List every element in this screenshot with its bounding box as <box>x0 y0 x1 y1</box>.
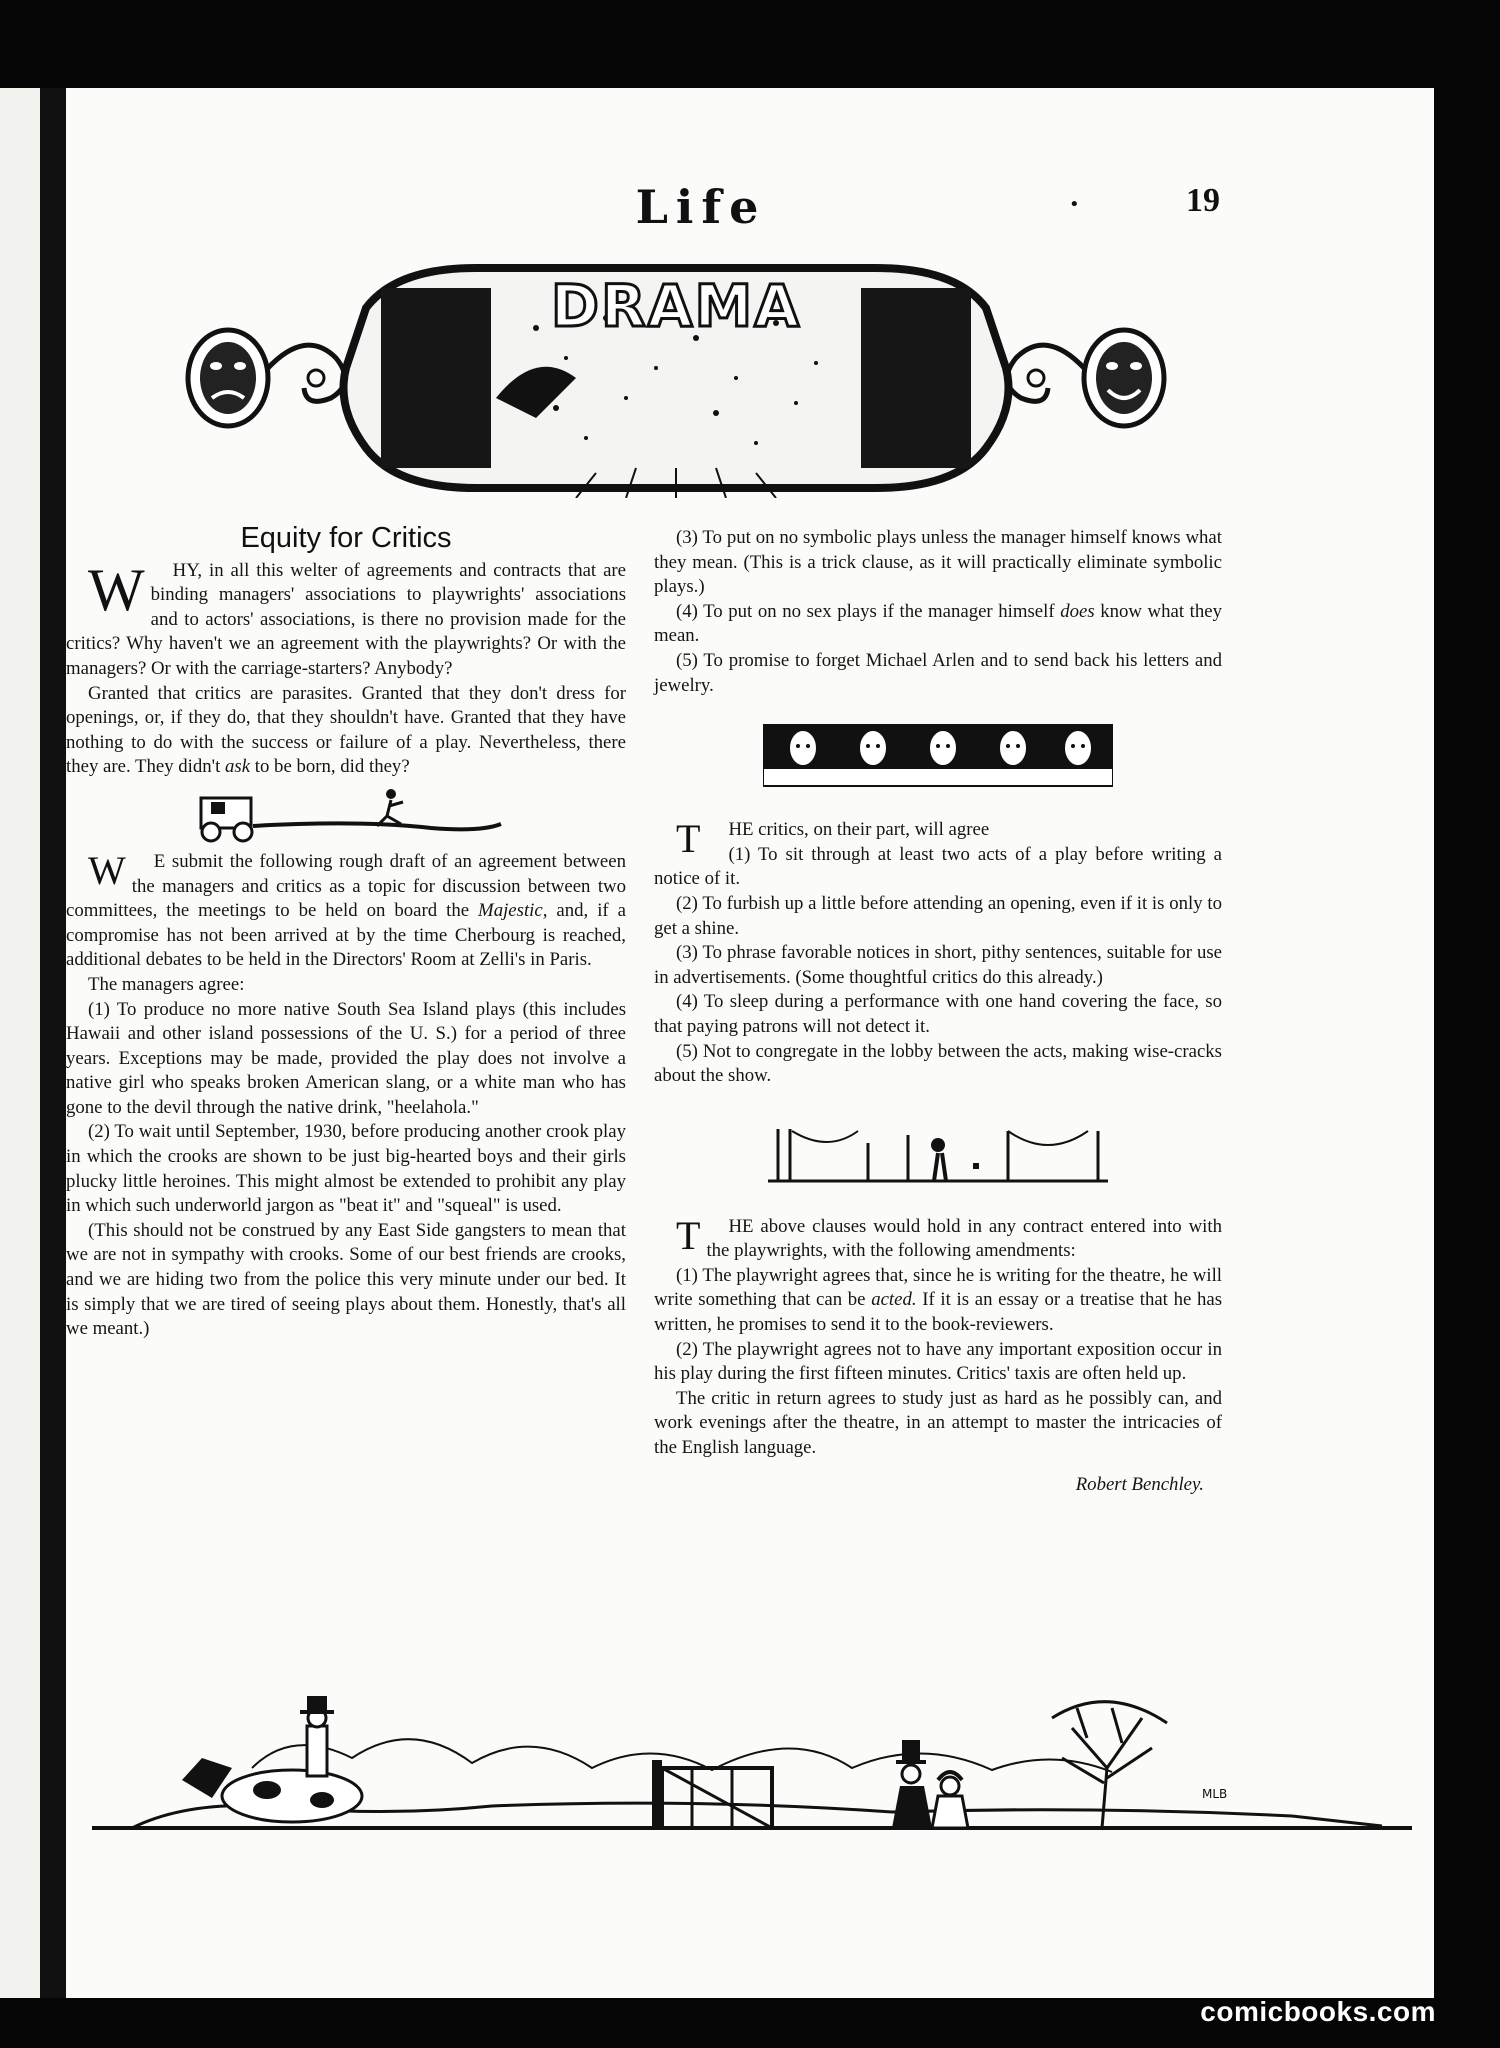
managers-clause-2: (2) To wait until September, 1930, before producing another crook play in which the crooks are shown to be just big-hearted boys and their girls plucky little heroines. This might almost be extended to prohibit any play in which such underworld jargon as "beat it" and "squeal" is used. <box>66 1121 626 1217</box>
article-title: Equity for Critics <box>240 522 452 554</box>
car-and-pedestrian-illustration <box>181 780 511 850</box>
paragraph-text: HY, in all this welter of agreements and contracts that are binding managers' associations to playwrights' associations and to actors' associations, is there no provision made for the critics? Why haven't we an agreement with the playwrights? Or with the managers? Or with the carriage-starters? Anybody? <box>66 559 626 679</box>
paragraph-text: (1) The playwright agrees that, since he is writing for the theatre, he will write something that can be <box>654 1264 1222 1311</box>
emphasis-text: Majestic, <box>478 900 548 922</box>
paragraph-text: to be born, did they? <box>254 756 410 778</box>
closing-paragraph: The critic in return agrees to study just as hard as he possibly can, and work evenings after the theatre, in an attempt to master the intricacies of the English language. <box>654 1387 1222 1459</box>
paragraph-text: know what they mean. <box>654 600 1222 647</box>
paragraph-text: E submit the following rough draft of an agreement between the managers and critics as a topic for discussion between two committees, the meetings to be held on board the <box>66 850 626 922</box>
article-column-left <box>66 522 626 1342</box>
emphasis-text: does <box>1060 600 1095 622</box>
previous-page-edge <box>0 88 40 1998</box>
clauses-paragraph <box>654 1212 1222 1264</box>
stage-scene-illustration <box>768 1123 1108 1185</box>
paragraph-text: HE above clauses would hold in any contract entered into with the playwrights, with the following amendments: <box>706 1215 1222 1262</box>
drop-cap: W <box>88 556 145 623</box>
critics-intro <box>654 816 1222 862</box>
horse-and-rider-icon <box>182 1696 362 1822</box>
managers-clause-4 <box>654 600 1222 649</box>
managers-clause-5: (5) To promise to forget Michael Arlen and to send back his letters and jewelry. <box>654 649 1222 696</box>
critics-clause-1: (1) To sit through at least two acts of a play before writing a notice of it. <box>654 843 1222 890</box>
tragedy-mask-icon <box>188 330 345 426</box>
magazine-title: Life <box>635 180 767 234</box>
critics-clause-5: (5) Not to congregate in the lobby between the acts, making wise-cracks about the show. <box>654 1040 1222 1087</box>
critics-clause-4: (4) To sleep during a performance with one hand covering the face, so that paying patrons will not detect it. <box>654 991 1222 1037</box>
page-number: 19 <box>1186 182 1220 219</box>
managers-clause-3: (3) To put on no symbolic plays unless the manager himself knows what they mean. (This is a trick clause, as it will practically eliminate symbolic plays.) <box>654 527 1222 598</box>
drop-cap: T <box>676 816 701 862</box>
artist-initials: MLB <box>1202 1787 1228 1801</box>
managers-clause-2-note: (This should not be construed by any East Side gangsters to mean that we are not in sympathy with crooks. Some of our best friends are crooks, and we are hiding two from the police this very minute under our bed. It is simply that we are tired of seeing plays about them. Honestly, that's all we meant.) <box>66 1219 626 1340</box>
drama-banner-illustration <box>156 248 1196 498</box>
masthead <box>66 180 1434 240</box>
paragraph-intro <box>66 556 626 682</box>
critics-clause-2: (2) To furbish up a little before attending an opening, even if it is only to get a shine. <box>654 892 1222 939</box>
masthead-dot: • <box>1069 194 1080 215</box>
comedy-mask-icon <box>1007 330 1164 426</box>
critics-faces-illustration <box>763 724 1113 790</box>
paragraph-text: Granted that critics are parasites. Granted that they don't dress for openings, or, if they do, that they shouldn't have. Granted that they have nothing to do with the success or failure of a play. Nevertheless, there they are. They didn't <box>66 682 626 778</box>
paragraph-text: HE critics, on their part, will agree <box>728 819 990 841</box>
page-gutter-shadow <box>40 88 66 1998</box>
amendment-2: (2) The playwright agrees not to have any important exposition occur in his play during the first fifteen minutes. Critics' taxis are often held up. <box>654 1338 1222 1385</box>
author-signature: Robert Benchley. <box>1075 1473 1204 1495</box>
countryside-footer-illustration <box>92 1688 1412 1848</box>
banner-title: DRAMA <box>550 272 802 340</box>
managers-intro: The managers agree: <box>88 973 245 995</box>
emphasis-text: acted. <box>871 1289 917 1311</box>
amendment-1 <box>654 1264 1222 1338</box>
article-column-right <box>654 526 1222 1497</box>
magazine-page <box>66 88 1434 1998</box>
paragraph-text: If it is an essay or a treatise that he has written, he promises to send it to the book-reviewers. <box>654 1289 1223 1336</box>
paragraph-draft <box>66 847 626 973</box>
watermark: comicbooks.com <box>1200 1996 1436 2027</box>
critics-clause-3: (3) To phrase favorable notices in short, pithy sentences, suitable for use in advertisements. (Some thoughtful critics do this already.) <box>654 942 1222 988</box>
paragraph-text: (4) To put on no sex plays if the manager himself <box>676 600 1055 622</box>
emphasis-text: ask <box>225 756 251 778</box>
managers-clause-1: (1) To produce no more native South Sea Island plays (this includes Hawaii and other island possessions of the U. S.) for a period of three years. Exceptions may be made, provided the play does not involve a native girl who speaks broken American slang, or a white man who has gone to the devil through the native drink, "heelahola." <box>66 998 626 1118</box>
drop-cap: W <box>88 847 126 893</box>
paragraph-text: and, if a compromise has not been arrived at by the time Cherbourg is reached, additional debates to be held in the Directors' Room at Zelli's in Paris. <box>66 900 626 971</box>
drop-cap: T <box>676 1212 701 1258</box>
paragraph-granted <box>66 682 626 780</box>
